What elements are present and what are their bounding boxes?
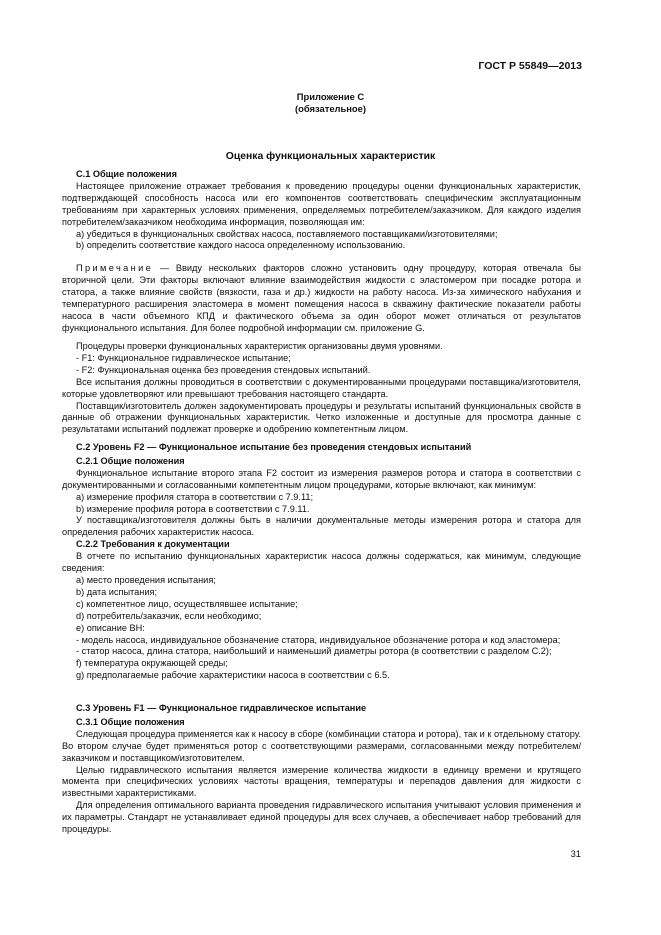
list-item: f) температура окружающей среды; [76,658,228,669]
note-paragraph [62,263,581,334]
list-item: b) определить соответствие каждого насоса определенному использованию. [76,240,406,251]
section-c1 [62,169,581,252]
list-item: a) измерение профиля статора в соответствии с 7.9.11; [76,491,314,502]
list-item: a) место проведения испытания; [76,574,216,585]
paragraph: Настоящее приложение отражает требования к проведению процедуры оценки функциональных характеристик, подтверждающей способность насоса или его компонентов соответствовать специфическим эксплуатационным требованиям при характерных условиях применения, определяемых потребителем/заказчиком. Для каждого изделия потребителем/заказчиком необходима информация, позволяющая им: [62,180,581,227]
section-heading: С.1 Общие положения [76,169,177,179]
note-block [62,263,581,334]
list-item: c) компетентное лицо, осуществлявшее испытание; [76,598,298,609]
appendix-title: Приложение С [296,91,365,102]
section-c3 [62,703,581,836]
page-number: 31 [570,848,581,859]
note-text: — Ввиду нескольких факторов сложно установить одну процедуру, которая отвечала бы вторичной цели. Эти факторы включают влияние взаимодействия жидкости с эластомером при посадке ротора и статора, а также влияние свойств (вязкости, газа и др.) жидкости на работу насоса. Из-за химического набухания и температурного расширения эластомера в момент помещения насоса в скважину фактические показатели работы насоса в части объемного КПД и фактического объема за один оборот может отличаться от результатов функционального испытания. Для более подробной информации см. приложение G. [62,263,581,333]
list-item: d) потребитель/заказчик, если необходимо; [76,610,262,621]
list-item: g) предполагаемые рабочие характеристики насоса в соответствии с 6.5. [76,670,390,681]
standard-designation: ГОСТ Р 55849—2013 [478,60,582,72]
paragraph: Процедуры проверки функциональных характеристик организованы двумя уровнями. [76,341,443,351]
paragraph: Поставщик/изготовитель должен задокументировать процедуры и результаты испытаний функциональных свойств в данные об отражении функциональных характеристик. Четко изложенные и доступные для просмотра данные с результатами испытаний подлежат проверке и одобрению компетентным лицом. [62,400,581,435]
subsection-heading: С.2.1 Общие положения [76,455,185,466]
paragraph: Для определения оптимального варианта проведения гидравлического испытания учитывают условия применения и их параметры. Стандарт не устанавливает единой процедуры для всех случаев, а обеспечивает набор требований для процедуры. [62,800,581,835]
list-item: b) дата испытания; [76,586,158,597]
list-item: b) измерение профиля ротора в соответствии с 7.9.11. [76,503,310,514]
list-item: - F2: Функциональная оценка без проведения стендовых испытаний. [76,364,371,375]
appendix-status: (обязательное) [295,103,366,114]
subsection-heading: С.2.2 Требования к документации [76,539,230,550]
section-heading: С.3 Уровень F1 — Функциональное гидравлическое испытание [76,703,367,713]
list-item: - модель насоса, индивидуальное обозначение статора, индивидуальное обозначение ротора и код эластомера; [76,634,561,645]
paragraph: У поставщика/изготовителя должны быть в наличии документальные методы измерения ротора и статора для определения рабочих характеристик насоса. [62,515,581,538]
subsection-heading: С.3.1 Общие положения [76,716,185,727]
list-item: e) описание ВН: [76,622,145,633]
paragraph: В отчете по испытанию функциональных характеристик насоса должны содержаться, как минимум, следующие сведения: [62,551,581,574]
note-label: Примечание [76,263,154,273]
paragraph: Следующая процедура применяется как к насосу в сборе (комбинации статора и ротора), так и к отдельному статору. Во втором случае будет применяться ротор с соответствующими размерами, согласованными между потребителем/заказчиком и поставщиком/изготовителем. [62,728,581,763]
document-title: Оценка функциональных характеристик [225,151,436,162]
paragraph: Все испытания должны проводиться в соответствии с документированными процедурами поставщика/изготовителя, которые удовлетворяют или превышают требования настоящего стандарта. [62,376,581,399]
list-item: - статор насоса, длина статора, наибольший и наименьший диаметры ротора (в соответствии с разделом С.2); [76,646,552,657]
paragraph: Целью гидравлического испытания является измерение количества жидкости в единицу времени и крутящего момента при специфических условиях частоты вращения, температуры и перепадов давления для жидкости с известными характеристиками. [62,764,581,799]
section-c2 [62,442,581,682]
list-item: a) убедиться в функциональных свойствах насоса, поставляемого поставщиками/изготовителями; [76,228,498,239]
section-heading: С.2 Уровень F2 — Функциональное испытание без проведения стендовых испытаний [76,442,472,452]
paragraph: Функциональное испытание второго этапа F2 состоит из измерения размеров ротора и статора в соответствии с документированными и согласованными компетентным лицом процедурами, которые включают, как минимум: [62,467,581,490]
list-item: - F1: Функциональное гидравлическое испытание; [76,352,291,363]
section-c1-levels [62,341,581,436]
